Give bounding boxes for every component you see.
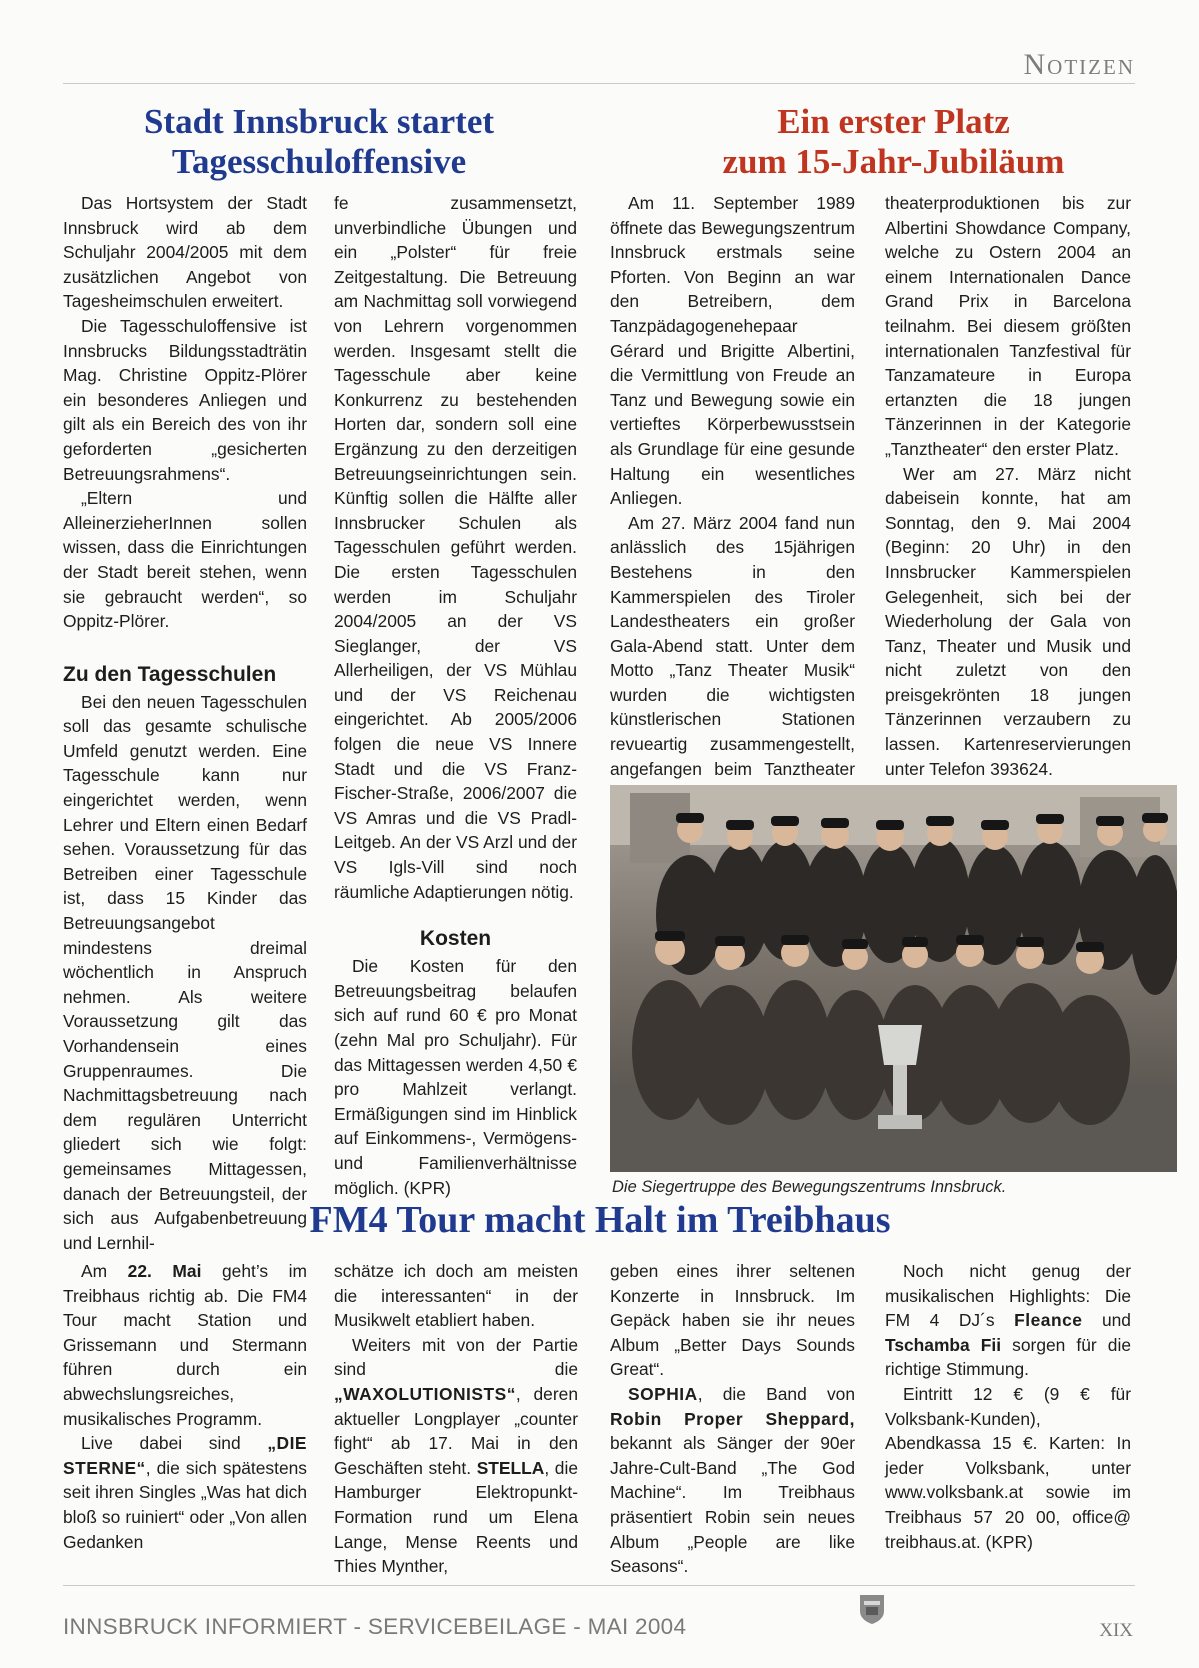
article1-col2 <box>334 191 577 1200</box>
article3-paragraph: Am 22. Mai geht’s im Treibhaus richtig ab. Die FM4 Tour macht Station und Grissemann und Stermann führen durch ein abwechslungsreiches, musikalisches Programm. <box>63 1261 308 1429</box>
article1-paragraph: Die Kosten für den Betreuungsbeitrag belaufen sich auf rund 60 € pro Monat (zehn Mal pro Schuljahr). Für das Mittagessen werden 4,50 € pro Mahlzeit verlangt. Ermäßigungen sind im Hinblick auf Einkommens-, Vermögens- und Familienverhältnisse möglich. (KPR) <box>334 956 577 1198</box>
article2-col2 <box>885 191 1131 781</box>
article1-paragraph: Bei den neuen Tagesschulen soll das gesamte schulische Umfeld genutzt werden. Eine Tagesschule kann nur eingerichtet werden, wenn Lehrer und Eltern einen Bedarf sehen. Voraussetzung für das Betreiben einer Tagesschule ist, dass 15 Kinder das Betreuungsangebot mindestens dreimal wöchentlich in Anspruch nehmen. Als weitere Voraussetzung gilt das Vorhandensein eines Gruppenraumes. Die Nachmittagsbetreuung nach dem regulären Unterricht gliedert sich wie folgt: gemeinsames Mittagessen, danach der Betreuungsteil, der sich aus Aufgabenbetreuung und Lernhil- <box>63 691 307 1253</box>
article1-subheading: Zu den Tagesschulen <box>63 662 277 686</box>
group-photo-illustration <box>610 785 1177 1172</box>
article3-col1 <box>63 1259 307 1554</box>
article3-title-wrap <box>63 1198 1137 1242</box>
article3-title: FM4 Tour macht Halt im Treibhaus <box>309 1199 891 1241</box>
article3-paragraph: Noch nicht genug der musikalischen Highlights: Die FM 4 DJ´s Fleance und Tschamba Fii sorgen für die richtige Stimmung. <box>885 1261 1131 1380</box>
group-photo <box>610 785 1177 1172</box>
article3-col2 <box>334 1259 578 1579</box>
article2-paragraph: Am 11. September 1989 öffnete das Bewegungszentrum Innsbruck erstmals seine Pforten. Von Beginn an war den Betreibern, dem Tanzpädagogenehepaar Gérard und Brigitte Albertini, die Vermittlung von Freude an Tanz und Bewegung sowie ein vertieftes Körperbewusstsein als Grundlage für eine gesunde Haltung ein wesentliches Anliegen. <box>610 193 855 509</box>
city-crest-icon <box>858 1593 886 1625</box>
article1-paragraph: Das Hortsystem der Stadt Innsbruck wird ab dem Schuljahr 2004/2005 mit dem zusätzlichen Angebot von Tagesheimschulen erweitert. <box>63 193 307 312</box>
article1-subheading-kosten: Kosten <box>419 927 492 951</box>
article1-col1 <box>63 191 307 1255</box>
article3-paragraph: schätze ich doch am meisten die interessanten“ in der Musikwelt etabliert haben. <box>334 1261 578 1331</box>
article2-paragraph: Am 27. März 2004 fand nun anlässlich des 15jährigen Bestehens in den Kammerspielen des Tiroler Landestheaters ein großer Gala-Abend statt. Unter dem Motto „Tanz Theater Musik“ wurden die wichtigsten künstlerischen Stationen revueartig zusammengestellt, angefangen beim Tanztheater <box>610 512 855 779</box>
photo-caption: Die Siegertruppe des Bewegungszentrums Innsbruck. <box>612 1178 1007 1196</box>
article2-title <box>610 102 1177 182</box>
article1-title-line2: Tagesschuloffensive <box>171 142 467 181</box>
article3-paragraph: SOPHIA, die Band von Robin Proper Sheppard, bekannt als Sänger der 90er Jahre-Cult-Band „The God Machine“. Im Treibhaus präsentiert Robin sein neues Album „People are like Seasons“. <box>610 1383 855 1577</box>
article3-col4 <box>885 1259 1131 1554</box>
header-rule <box>63 83 1135 84</box>
article2-title-line1: Ein erster Platz <box>777 102 1010 141</box>
article3-paragraph: Live dabei sind „DIE STERNE“, die sich spätestens seit ihren Singles „Was hat dich bloß so ruiniert“ oder „Von allen Gedanken <box>63 1433 307 1552</box>
footer-rule <box>63 1585 1135 1586</box>
article1-paragraph: „Eltern und AlleinerzieherInnen sollen wissen, dass die Einrichtungen der Stadt bereit stehen, wenn sie gebraucht werden“, so Oppitz-Plörer. <box>63 488 307 632</box>
footer-publication: INNSBRUCK INFORMIERT - SERVICEBEILAGE - MAI 2004 <box>63 1614 687 1639</box>
article2-paragraph: Wer am 27. März nicht dabeisein konnte, hat am Sonntag, den 9. Mai 2004 (Beginn: 20 Uhr) in den Innsbrucker Kammerspielen Gelegenheit, sich bei der Wiederholung der Gala von Tanz, Theater und Musik und nicht zuletzt von den preisgekrönten 18 jungen Tänzerinnen verzaubern zu lassen. Kartenreservierungen unter Telefon 393624. <box>885 463 1131 779</box>
article3-paragraph: Weiters mit von der Partie sind die „WAXOLUTIONISTS“, deren aktueller Longplayer „counter fight“ ab 17. Mai in den Geschäften steht. STELLA, die Hamburger Elektropunkt-Formation rund um Elena Lange, Mense Reents und Thies Mynther, <box>334 1334 578 1577</box>
section-label: Notizen <box>1023 48 1135 81</box>
article1-paragraph: Die Tagesschuloffensive ist Innsbrucks Bildungsstadträtin Mag. Christine Oppitz-Plörer ein besonderes Anliegen und gilt als ein Bereich des von ihr geforderten „gesicherten Betreuungsrahmens“. <box>63 315 307 484</box>
article3-paragraph: Eintritt 12 € (9 € für Volksbank-Kunden), Abendkassa 15 €. Karten: In jeder Volksbank, unter www.volksbank.at sowie im Treibhaus 57 20 00, office@ treibhaus.at. (KPR) <box>885 1383 1131 1552</box>
article3-paragraph: geben eines ihrer seltenen Konzerte in Innsbruck. Im Gepäck haben sie ihr neues Album „Better Days Sounds Great“. <box>610 1261 855 1380</box>
page-number: XIX <box>1099 1620 1133 1641</box>
article3-col3 <box>610 1259 855 1579</box>
article2-title-line2: zum 15-Jahr-Jubiläum <box>722 142 1065 181</box>
article1-paragraph: fe zusammensetzt, unverbindliche Übungen und ein „Polster“ für freie Zeitgestaltung. Die Betreuung am Nachmittag soll vorwiegend von Lehrern vorgenommen werden. Insgesamt stellt die Tagesschule aber keine Konkurrenz zu bestehenden Horten dar, sondern soll eine Ergänzung zu den derzeitigen Betreuungseinrichtungen sein. Künftig sollen die Hälfte aller Innsbrucker Schulen als Tagesschulen geführt werden. Die ersten Tagesschulen werden im Schuljahr 2004/2005 an der VS Sieglanger, der VS Allerheiligen, der VS Mühlau und der VS Reichenau eingerichtet. Ab 2005/2006 folgen die neue VS Innere Stadt und die VS Franz-Fischer-Straße, 2006/2007 die VS Amras und die VS Pradl-Leitgeb. An der VS Arzl und der VS Igls-Vill sind noch räumliche Adaptierungen nötig. <box>334 193 577 902</box>
article1-title-line1: Stadt Innsbruck startet <box>143 102 495 141</box>
article1-title <box>64 102 574 182</box>
article2-col1 <box>610 191 855 806</box>
article2-paragraph: theaterproduktionen bis zur Albertini Showdance Company, welche zu Ostern 2004 an einem Internationalen Dance Grand Prix in Barcelona teilnahm. Bei diesem größten internationalen Tanzfestival für Tanzamateure in Europa ertanzten die 18 jungen Tänzerinnen in der Kategorie „Tanztheater“ den erster Platz. <box>885 193 1131 459</box>
